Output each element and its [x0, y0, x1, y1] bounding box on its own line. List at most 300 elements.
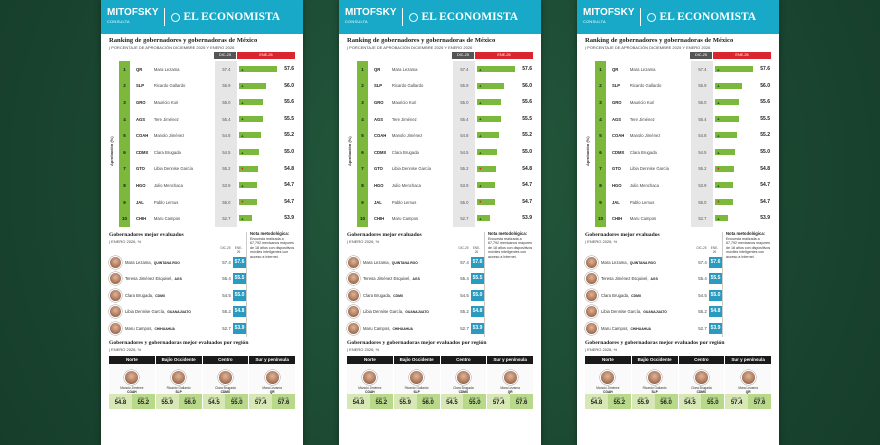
- best-col-headers: DIC-25 ENE-26: [220, 246, 243, 254]
- ene-value: 55.5: [471, 273, 484, 284]
- rank-number: 1: [361, 66, 364, 72]
- ranking-row: [357, 177, 533, 194]
- state-name: GUANAJUATO: [167, 310, 191, 315]
- region-subtitle: | ENERO 2026, %: [347, 346, 380, 352]
- region-name: Centro: [679, 356, 725, 364]
- ene-value: 55.0: [522, 149, 533, 155]
- trend-arrow-icon: ▼: [240, 199, 245, 205]
- ene-cell: [475, 61, 533, 78]
- governor-name: Manolo Jiménez: [596, 385, 620, 390]
- ene-value: 55.0: [760, 149, 771, 155]
- ranking-row: [119, 111, 295, 128]
- governor-name: Clara Brugada: [629, 149, 657, 155]
- trend-arrow-icon: ▲: [716, 132, 721, 138]
- ranking-subtitle: | PORCENTAJE DE APROBACIÓN DICIEMBRE 2025 Y ENERO 2026: [109, 45, 235, 50]
- rank-number: 6: [599, 149, 602, 155]
- governor-name: Pablo Lemus: [629, 199, 655, 205]
- ene-value: 57.6: [522, 66, 533, 72]
- best-col-headers: DIC-25 ENE-26: [458, 246, 481, 254]
- best-evaluated-row: [585, 271, 722, 288]
- ene-cell: [237, 144, 295, 161]
- region-card: [347, 356, 393, 409]
- ene-label: ENE-26: [185, 396, 195, 400]
- state-code: HGO: [611, 182, 622, 188]
- ene-value: 54.8: [471, 306, 484, 317]
- ranking-row: [595, 111, 771, 128]
- trend-arrow-icon: ▼: [240, 166, 245, 172]
- best-evaluated-subtitle: | ENERO 2026, %: [347, 239, 380, 244]
- ene-value: 53.9: [284, 215, 295, 222]
- ene-value: 55.6: [760, 99, 771, 106]
- approval-bar: [239, 66, 276, 72]
- governor-name: Ricardo Gallardo: [629, 83, 662, 89]
- ene-value: 55.5: [760, 115, 771, 122]
- dic-value: 54.5: [222, 292, 231, 298]
- ranking-title: Ranking de gobernadores y gobernadoras de México: [585, 37, 734, 44]
- ranking-row: [119, 194, 295, 211]
- ene-value: 57.6: [753, 400, 766, 406]
- governor-name: Julio Menchaca: [391, 182, 421, 188]
- governor-name: Mauricio Kuri: [153, 99, 179, 105]
- trend-arrow-icon: ▲: [240, 116, 245, 122]
- governor-name: Tere Jiménez: [629, 116, 655, 122]
- state-name: CDMX: [631, 293, 642, 298]
- governor-name: Manolo Jiménez: [120, 385, 144, 390]
- ene-label: ENE-26: [278, 396, 289, 400]
- state-code: CHIH: [611, 216, 623, 222]
- avatar: [171, 370, 186, 385]
- ene-cell: [475, 78, 533, 95]
- trend-arrow-icon: ▲: [240, 182, 245, 188]
- ranking-row: [357, 210, 533, 227]
- el-economista-logo: EL ECONOMISTA: [171, 11, 280, 23]
- avatar: [109, 272, 122, 285]
- state-code: CDMX: [458, 389, 469, 394]
- state-code: QR: [373, 66, 381, 72]
- ranking-table: [347, 52, 533, 228]
- dic-label: DIC-25: [592, 396, 601, 400]
- governor-name: Maru Campos,: [363, 325, 391, 331]
- trend-arrow-icon: ▲: [478, 66, 483, 72]
- state-code: GRO: [135, 99, 146, 105]
- ene-cell: [713, 78, 771, 95]
- economista-circle-icon: [171, 13, 180, 22]
- state-code: AGS: [611, 116, 622, 122]
- governor-name: Ricardo Gallardo: [404, 385, 429, 390]
- axis-label: Aprobación (%): [347, 136, 352, 166]
- ene-label: ENE-26: [516, 396, 527, 400]
- dic-label: DIC-25: [209, 396, 219, 400]
- governor-name: Clara Brugada: [453, 385, 474, 390]
- state-name: QUINTANA ROO: [153, 260, 180, 265]
- dic-value: 53.9: [215, 177, 237, 194]
- avatar: [347, 256, 360, 269]
- col-header-ene: ENE-26: [475, 52, 533, 59]
- governor-name: Julio Menchaca: [629, 182, 659, 188]
- el-economista-logo: EL ECONOMISTA: [647, 11, 756, 23]
- dic-value: 55.0: [215, 194, 237, 211]
- trend-arrow-icon: ▲: [716, 83, 721, 89]
- dic-value: 57.4: [492, 400, 505, 406]
- region-values: [249, 394, 295, 409]
- col-header-dic: DIC-25: [214, 52, 236, 59]
- region-section: [585, 340, 771, 409]
- governor-name: Teresa Jiménez Esquivel,: [125, 276, 173, 282]
- region-title: Gobernadores y gobernadoras mejor evaluados por región: [585, 339, 725, 346]
- governor-name: Clara Brugada,: [125, 292, 154, 298]
- state-code: COAH: [603, 389, 613, 394]
- ranking-row: [357, 111, 533, 128]
- best-evaluated-row: [585, 287, 722, 304]
- ene-cell: [237, 78, 295, 95]
- methodology-note: Nota metodológica: Encuesta realizada a 67,792 mexicanos mayores de 18 años con dispositivos móviles inteligentes con acceso a Internet.: [246, 232, 295, 337]
- avatar: [585, 289, 598, 302]
- ranking-row: [357, 127, 533, 144]
- governor-name: Teresa Jiménez Esquivel,: [601, 276, 649, 282]
- trend-arrow-icon: ▲: [716, 116, 721, 122]
- governor-name: Manolo Jiménez: [629, 133, 661, 139]
- dic-value: 55.2: [222, 309, 231, 315]
- avatar: [585, 256, 598, 269]
- ranking-row: [119, 61, 295, 78]
- state-name: CHIHUAHUA: [392, 326, 413, 331]
- dic-value: 57.4: [460, 259, 469, 265]
- state-code: COAH: [127, 389, 137, 394]
- ene-cell: [713, 194, 771, 211]
- dic-value: 55.0: [691, 94, 713, 111]
- dic-value: 52.7: [691, 210, 713, 227]
- governor-name: Maru Campos,: [125, 325, 153, 331]
- trend-arrow-icon: ▲: [716, 66, 721, 72]
- region-name: Norte: [347, 356, 393, 364]
- state-name: CDMX: [393, 293, 404, 298]
- ene-value: 53.9: [760, 215, 771, 222]
- avatar: [218, 370, 233, 385]
- state-code: SLP: [651, 389, 658, 394]
- ene-value: 56.0: [184, 400, 196, 406]
- ene-cell: [475, 210, 533, 227]
- region-card: [249, 356, 295, 409]
- avatar: [347, 289, 360, 302]
- state-name: CHIHUAHUA: [154, 326, 175, 331]
- dic-value: 52.7: [215, 210, 237, 227]
- ene-cell: [237, 94, 295, 111]
- ranking-row: [595, 194, 771, 211]
- ene-label: ENE-26: [614, 396, 625, 400]
- ranking-row: [357, 78, 533, 95]
- region-values: [156, 394, 202, 409]
- region-card: [394, 356, 440, 409]
- region-values: [725, 394, 771, 409]
- ene-label: ENE-26: [138, 396, 149, 400]
- state-code: CDMX: [135, 149, 149, 155]
- ene-value: 55.6: [522, 99, 533, 106]
- governor-name: Clara Brugada,: [601, 292, 630, 298]
- rank-number: 7: [123, 166, 126, 172]
- dic-value: 54.5: [453, 144, 475, 161]
- region-card: [109, 356, 155, 409]
- ene-value: 54.8: [709, 306, 722, 317]
- region-values: [487, 394, 533, 409]
- trend-arrow-icon: ▲: [478, 99, 483, 105]
- ene-cell: [237, 161, 295, 178]
- region-values: [203, 394, 249, 409]
- region-governor: [156, 364, 202, 394]
- region-name: Bajío Occidente: [632, 356, 678, 364]
- state-code: CDMX: [220, 389, 231, 394]
- governor-name: Mara Lezama: [391, 66, 418, 72]
- state-code: HGO: [135, 182, 146, 188]
- dic-value: 55.0: [691, 194, 713, 211]
- rank-number: 4: [361, 116, 364, 122]
- ranking-row: [595, 177, 771, 194]
- best-evaluated-subtitle: | ENERO 2026, %: [585, 239, 618, 244]
- region-governor: [487, 364, 533, 394]
- dic-value: 54.8: [590, 400, 603, 406]
- dic-value: 55.9: [215, 78, 237, 95]
- ranking-row: [119, 177, 295, 194]
- state-code: CDMX: [373, 149, 387, 155]
- ene-value: 54.7: [760, 198, 771, 205]
- region-section: [347, 340, 533, 409]
- ranking-row: [595, 144, 771, 161]
- ranking-row: [119, 144, 295, 161]
- ene-value: 55.2: [760, 132, 771, 139]
- governor-name: Mara Lezama,: [125, 259, 152, 265]
- ranking-row: [357, 144, 533, 161]
- ranking-row: [595, 127, 771, 144]
- dic-value: 55.4: [222, 276, 231, 282]
- avatar: [265, 370, 280, 385]
- governor-name: Libia Dennise García: [153, 166, 193, 172]
- state-name: CDMX: [155, 293, 166, 298]
- best-evaluated-section: [347, 232, 533, 337]
- region-card: [632, 356, 678, 409]
- best-evaluated-row: [347, 304, 484, 321]
- dic-value: 54.5: [208, 400, 220, 406]
- dic-value: 55.2: [453, 161, 475, 178]
- trend-arrow-icon: ▲: [478, 116, 483, 122]
- dic-value: 55.0: [215, 94, 237, 111]
- ranking-row: [357, 61, 533, 78]
- trend-arrow-icon: ▲: [240, 149, 245, 155]
- ene-value: 55.0: [471, 290, 484, 301]
- ene-cell: [237, 61, 295, 78]
- rank-number: 5: [599, 133, 602, 139]
- rank-number: 8: [361, 182, 364, 188]
- trend-arrow-icon: ▲: [478, 132, 483, 138]
- best-evaluated-section: [585, 232, 771, 337]
- rank-number: 10: [121, 216, 127, 222]
- region-name: Norte: [585, 356, 631, 364]
- ene-value: 55.2: [137, 400, 150, 406]
- ene-value: 54.7: [284, 182, 295, 189]
- rank-number: 6: [361, 149, 364, 155]
- dic-value: 55.4: [460, 276, 469, 282]
- trend-arrow-icon: ▲: [240, 99, 245, 105]
- region-name: Sur y península: [249, 356, 295, 364]
- rank-number: 2: [123, 83, 126, 89]
- governor-name: Clara Brugada: [153, 149, 181, 155]
- state-name: AGS: [174, 277, 182, 282]
- avatar: [347, 322, 360, 335]
- dic-label: DIC-25: [162, 396, 172, 400]
- dic-value: 52.7: [460, 325, 469, 331]
- economista-circle-icon: [647, 13, 656, 22]
- avatar: [741, 370, 756, 385]
- ene-value: 55.6: [284, 99, 295, 106]
- governor-name: Mauricio Kuri: [391, 99, 417, 105]
- state-code: GTO: [611, 166, 621, 172]
- trend-arrow-icon: ▲: [240, 132, 245, 138]
- approval-bar: [477, 66, 514, 72]
- region-title: Gobernadores y gobernadoras mejor evaluados por región: [109, 339, 249, 346]
- state-code: CDMX: [696, 389, 707, 394]
- ene-cell: [713, 144, 771, 161]
- dic-value: 55.2: [460, 309, 469, 315]
- axis-label: Aprobación (%): [109, 136, 114, 166]
- region-name: Sur y península: [487, 356, 533, 364]
- dic-value: 54.8: [215, 127, 237, 144]
- best-evaluated-row: [347, 287, 484, 304]
- infographic-panel: [577, 0, 779, 445]
- governor-name: Maru Campos: [629, 216, 657, 222]
- infographic-panel: [339, 0, 541, 445]
- ene-value: 56.0: [284, 82, 295, 89]
- state-code: COAH: [135, 133, 149, 139]
- dic-value: 54.8: [352, 400, 365, 406]
- ene-cell: [713, 61, 771, 78]
- region-values: [109, 394, 155, 409]
- col-header-ene: ENE-26: [237, 52, 295, 59]
- state-code: SLP: [175, 389, 182, 394]
- state-code: COAH: [373, 133, 387, 139]
- governor-name: Julio Menchaca: [153, 182, 183, 188]
- governor-name: Manolo Jiménez: [358, 385, 382, 390]
- governor-name: Mara Lezama: [629, 66, 656, 72]
- dic-value: 57.4: [254, 400, 267, 406]
- trend-arrow-icon: ▲: [716, 99, 721, 105]
- governor-name: Ricardo Gallardo: [166, 385, 191, 390]
- ene-cell: [475, 161, 533, 178]
- region-title: Gobernadores y gobernadoras mejor evaluados por región: [347, 339, 487, 346]
- trend-arrow-icon: ▲: [478, 215, 483, 221]
- ranking-subtitle: | PORCENTAJE DE APROBACIÓN DICIEMBRE 2025 Y ENERO 2026: [585, 45, 711, 50]
- avatar: [585, 272, 598, 285]
- trend-arrow-icon: ▼: [716, 199, 721, 205]
- state-code: GRO: [611, 99, 622, 105]
- dic-value: 53.9: [453, 177, 475, 194]
- best-evaluated-row: [109, 287, 246, 304]
- region-governor: [585, 364, 631, 394]
- governor-name: Pablo Lemus: [153, 199, 179, 205]
- trend-arrow-icon: ▲: [478, 149, 483, 155]
- state-name: GUANAJUATO: [405, 310, 429, 315]
- best-evaluated-subtitle: | ENERO 2026, %: [109, 239, 142, 244]
- best-evaluated-row: [109, 304, 246, 321]
- governor-name: Mara Lezama,: [363, 259, 390, 265]
- ranking-row: [595, 94, 771, 111]
- governor-name: Pablo Lemus: [391, 199, 417, 205]
- region-values: [394, 394, 440, 409]
- region-section: [109, 340, 295, 409]
- state-code: SLP: [611, 83, 621, 89]
- governor-name: Maru Campos,: [601, 325, 629, 331]
- governor-name: Libia Dennise García,: [363, 309, 404, 315]
- ene-cell: [475, 127, 533, 144]
- trend-arrow-icon: ▲: [716, 215, 721, 221]
- best-evaluated-row: [347, 320, 484, 337]
- ene-cell: [713, 161, 771, 178]
- region-card: [585, 356, 631, 409]
- dic-value: 55.9: [453, 78, 475, 95]
- dic-value: 57.4: [222, 259, 231, 265]
- governor-name: Teresa Jiménez Esquivel,: [363, 276, 411, 282]
- governor-name: Tere Jiménez: [153, 116, 179, 122]
- ene-value: 53.9: [709, 323, 722, 334]
- governor-name: Mara Lezama,: [601, 259, 628, 265]
- avatar: [109, 322, 122, 335]
- mitofsky-logo: MITOFSKY CONSULTA: [583, 7, 635, 24]
- ene-value: 55.5: [233, 273, 246, 284]
- dic-value: 57.4: [691, 61, 713, 78]
- governor-name: Ricardo Gallardo: [153, 83, 186, 89]
- axis-label: Aprobación (%): [585, 136, 590, 166]
- ranking-row: [119, 161, 295, 178]
- ene-value: 55.0: [709, 290, 722, 301]
- rank-number: 7: [361, 166, 364, 172]
- governor-name: Clara Brugada: [691, 385, 712, 390]
- masthead: [577, 0, 779, 34]
- region-name: Bajío Occidente: [156, 356, 202, 364]
- region-governor: [725, 364, 771, 394]
- dic-value: 54.5: [684, 400, 696, 406]
- avatar: [585, 305, 598, 318]
- governor-name: Mara Lezama: [153, 66, 180, 72]
- ene-label: ENE-26: [376, 396, 387, 400]
- dic-label: DIC-25: [494, 396, 504, 400]
- region-name: Centro: [441, 356, 487, 364]
- governor-name: Mara Lezama: [738, 385, 758, 390]
- region-governor: [632, 364, 678, 394]
- state-code: CDMX: [611, 149, 625, 155]
- ene-value: 57.6: [233, 257, 246, 268]
- ene-value: 56.0: [522, 82, 533, 89]
- state-code: JAL: [373, 199, 382, 205]
- state-name: QUINTANA ROO: [391, 260, 418, 265]
- state-code: GTO: [135, 166, 145, 172]
- avatar: [347, 272, 360, 285]
- region-card: [487, 356, 533, 409]
- ene-value: 56.0: [660, 400, 672, 406]
- ranking-row: [595, 78, 771, 95]
- best-evaluated-row: [347, 271, 484, 288]
- state-code: GTO: [373, 166, 383, 172]
- masthead: [339, 0, 541, 34]
- ene-label: ENE-26: [754, 396, 765, 400]
- best-evaluated-row: [585, 320, 722, 337]
- region-governor: [109, 364, 155, 394]
- ranking-table: [109, 52, 295, 228]
- governor-name: Libia Dennise García: [629, 166, 669, 172]
- dic-label: DIC-25: [400, 396, 410, 400]
- ene-value: 55.2: [613, 400, 626, 406]
- state-code: JAL: [135, 199, 144, 205]
- ene-value: 55.5: [522, 115, 533, 122]
- dic-value: 54.5: [691, 144, 713, 161]
- rank-number: 6: [123, 149, 126, 155]
- ranking-title: Ranking de gobernadores y gobernadoras de México: [347, 37, 496, 44]
